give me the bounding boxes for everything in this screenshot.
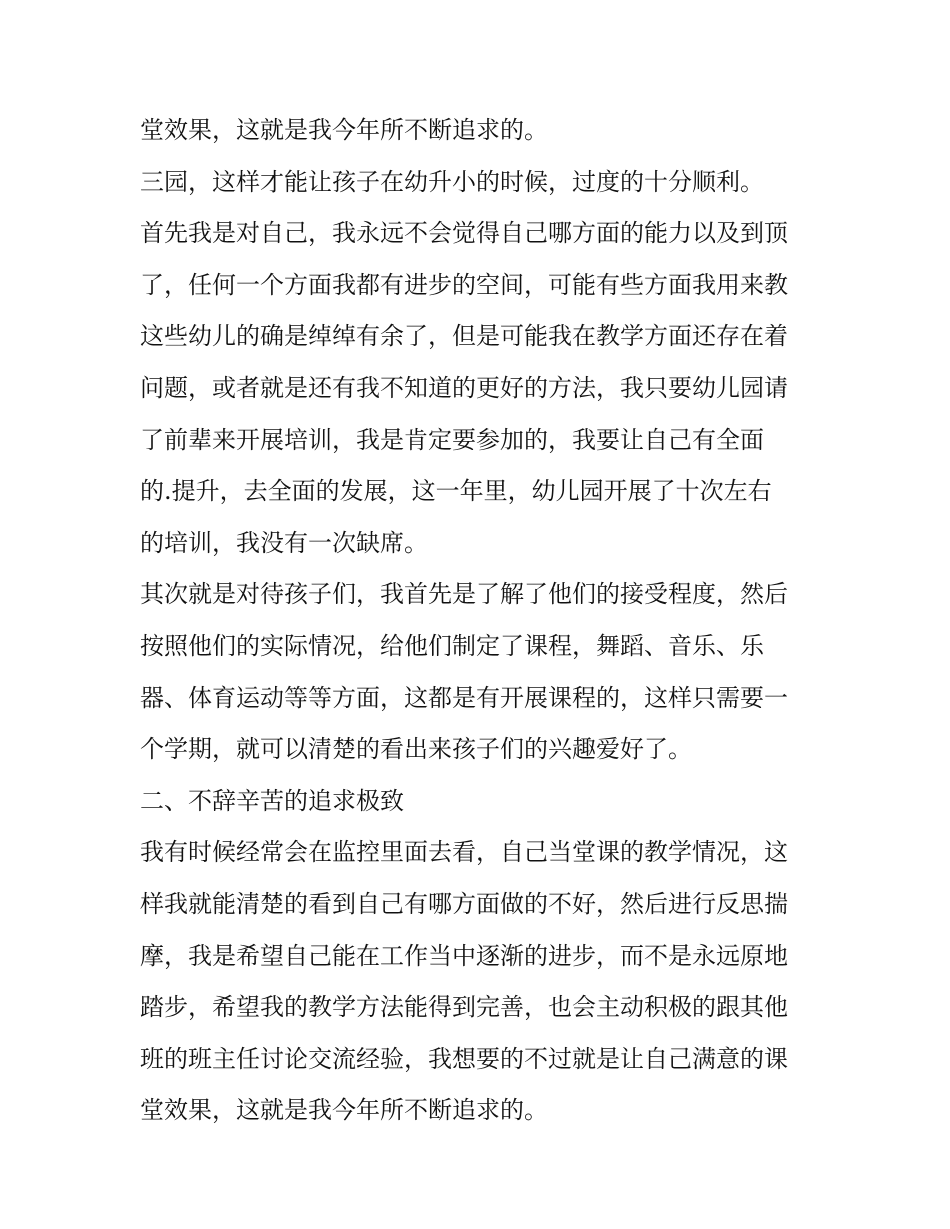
- text-line: 班的班主任讨论交流经验，我想要的不过就是让自己满意的课: [140, 1044, 788, 1073]
- text-line: 个学期，就可以清楚的看出来孩子们的兴趣爱好了。: [140, 735, 692, 764]
- text-line: 摩，我是希望自己能在工作当中逐渐的进步，而不是永远原地: [140, 941, 788, 970]
- document-body: [140, 105, 830, 1137]
- text-line: 首先我是对自己，我永远不会觉得自己哪方面的能力以及到顶: [140, 219, 788, 248]
- text-line: 其次就是对待孩子们，我首先是了解了他们的接受程度，然后: [140, 580, 788, 609]
- text-line: 问题，或者就是还有我不知道的更好的方法，我只要幼儿园请: [140, 373, 788, 402]
- text-line: 了，任何一个方面我都有进步的空间，可能有些方面我用来教: [140, 270, 788, 299]
- text-line: 堂效果，这就是我今年所不断追求的。: [140, 116, 548, 144]
- text-line: 这些幼儿的确是绰绰有余了，但是可能我在教学方面还存在着: [140, 322, 788, 351]
- text-line: 我有时候经常会在监控里面去看，自己当堂课的教学情况，这: [140, 838, 788, 867]
- text-line: 的培训，我没有一次缺席。: [140, 528, 428, 557]
- text-line: 按照他们的实际情况，给他们制定了课程，舞蹈、音乐、乐: [140, 631, 764, 660]
- text-line: 样我就能清楚的看到自己有哪方面做的不好，然后进行反思揣: [140, 889, 788, 918]
- text-line: 堂效果，这就是我今年所不断追求的。: [140, 1096, 548, 1125]
- section-heading: 二、不辞辛苦的追求极致: [140, 786, 404, 815]
- text-line: 的.提升，去全面的发展，这一年里，幼儿园开展了十次左右: [140, 477, 772, 506]
- text-line: 了前辈来开展培训，我是肯定要参加的，我要让自己有全面: [140, 425, 764, 454]
- text-line: 器、体育运动等等方面，这都是有开展课程的，这样只需要一: [140, 683, 788, 712]
- text-line: 三园，这样才能让孩子在幼升小的时候，过度的十分顺利。: [140, 167, 764, 196]
- text-line: 踏步，希望我的教学方法能得到完善，也会主动积极的跟其他: [140, 993, 788, 1022]
